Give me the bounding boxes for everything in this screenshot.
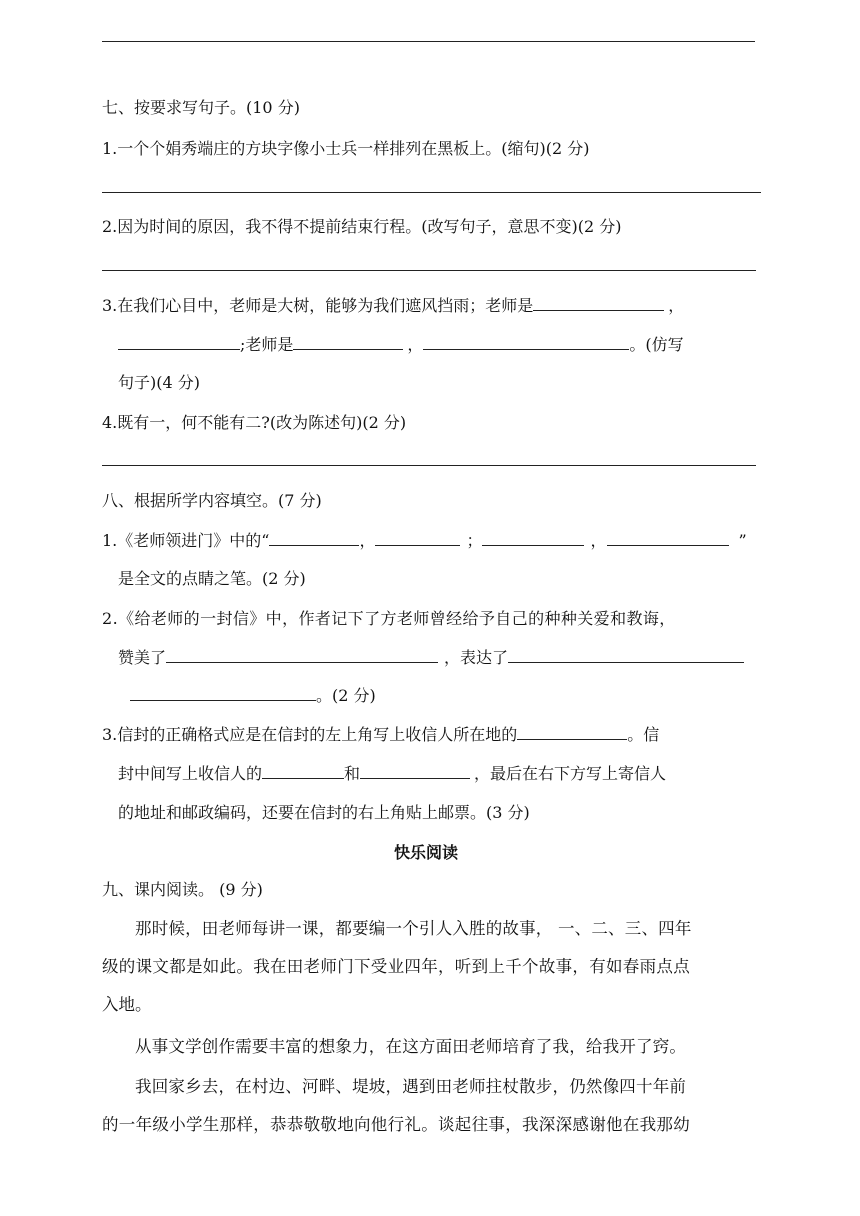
question-8-3-text-b: 。信 [627,725,660,744]
fill-blank-8-2-b[interactable] [508,647,744,663]
question-8-3-line1 [102,722,659,745]
passage-p1-line1: 那时候，田老师每讲一课，都要编一个引人入胜的故事， 一、二、三、四年 [135,919,692,938]
answer-line-7-4[interactable] [102,465,756,466]
passage-p1-line2: 级的课文都是如此。我在田老师门下受业四年，听到上千个故事，有如春雨点点 [102,957,690,976]
question-8-3-text-e: ，最后在右下方写上寄信人 [474,764,667,783]
header-rule [102,41,755,42]
fill-blank-8-3-b[interactable] [262,763,344,779]
fill-blank-8-1-c[interactable] [482,530,584,546]
fill-blank-8-1-a[interactable] [269,530,359,546]
question-8-2-line1: 2.《给老师的一封信》中，作者记下了方老师曾经给予自己的种种关爱和教诲， [102,609,676,628]
passage-p3-line1: 我回家乡去，在村边、河畔、堤坡，遇到田老师拄杖散步，仍然像四十年前 [135,1077,687,1096]
question-8-3-text-a: 3.信封的正确格式应是在信封的左上角写上收信人所在地的 [102,725,518,744]
question-7-3-line3: 句子)(4 分) [118,373,200,392]
fill-blank-7-3-d[interactable] [423,334,629,350]
fill-blank-8-3-c[interactable] [360,763,470,779]
fill-blank-8-2-c[interactable] [130,685,316,701]
question-8-1-end: ” [738,531,747,550]
fill-blank-8-3-a[interactable] [517,724,627,740]
passage-p1-line3: 入地。 [102,995,152,1014]
question-8-1-sep3: ， [590,531,607,550]
fill-blank-8-1-d[interactable] [607,530,729,546]
fill-blank-8-2-a[interactable] [166,647,438,663]
question-8-3-text-d: 和 [344,764,361,783]
question-7-1: 1.一个个娟秀端庄的方块字像小士兵一样排列在黑板上。(缩句)(2 分) [102,139,590,158]
question-7-3-text-d: ， [407,335,424,354]
question-8-3-line3: 的地址和邮政编码，还要在信封的右上角贴上邮票。(3 分) [118,803,530,822]
question-7-3-text-e: 。(仿写 [629,335,684,354]
passage-p3-line2: 的一年级小学生那样，恭恭敬敬地向他行礼。谈起往事，我深深感谢他在我那幼 [102,1115,690,1134]
question-8-1-text-a: 1.《老师领进门》中的“ [102,531,270,550]
question-8-1-sep1: ， [359,531,376,550]
reading-title: 快乐阅读 [394,843,459,862]
section-7-heading: 七、按要求写句子。(10 分) [102,98,300,117]
question-7-3-text-b: ， [668,296,685,315]
question-8-3-text-c: 封中间写上收信人的 [118,764,263,783]
question-8-1-sep2: ； [466,531,483,550]
fill-blank-7-3-b[interactable] [118,334,240,350]
question-7-3-line1 [102,293,684,316]
question-8-1-line2: 是全文的点睛之笔。(2 分) [118,569,306,588]
answer-line-7-1[interactable] [102,192,761,193]
answer-line-7-2[interactable] [102,270,756,271]
question-8-2-line2 [118,645,744,668]
question-8-1-line1 [102,528,747,551]
question-8-2-text-c: 。(2 分) [316,686,376,705]
question-7-4: 4.既有一，何不能有二?(改为陈述句)(2 分) [102,413,407,432]
question-8-2-line3 [130,683,376,706]
fill-blank-7-3-a[interactable] [533,295,664,311]
question-8-3-line2 [118,761,666,784]
question-7-3-line2 [118,332,684,355]
question-8-2-text-a: 赞美了 [118,648,167,667]
fill-blank-8-1-b[interactable] [375,530,460,546]
question-7-3-text-a: 3.在我们心目中，老师是大树，能够为我们遮风挡雨；老师是 [102,296,534,315]
section-9-heading: 九、课内阅读。 (9 分) [102,880,263,899]
question-8-2-text-b: ，表达了 [444,648,509,667]
question-7-2: 2.因为时间的原因，我不得不提前结束行程。(改写句子，意思不变)(2 分) [102,217,622,236]
passage-p2: 从事文学创作需要丰富的想象力，在这方面田老师培育了我，给我开了窍。 [135,1037,687,1056]
question-7-3-text-c: ;老师是 [240,335,294,354]
fill-blank-7-3-c[interactable] [293,334,403,350]
section-8-heading: 八、根据所学内容填空。(7 分) [102,491,322,510]
